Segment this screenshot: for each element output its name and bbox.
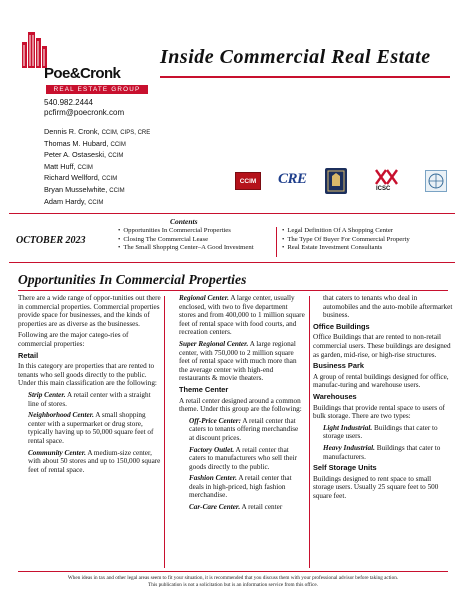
definition-item: Neighborhood Center. A small shopping center with a supermarket or drug store, typically having up to 50,000 square feet of rental space. <box>28 411 154 445</box>
phone-number: 540.982.2444 <box>44 98 93 107</box>
disclaimer-line: When ideas in tax and other legal areas seem to fit your situation, it is recommended that you discuss them with your professional advisor before taking action. <box>67 575 399 581</box>
toc-list-right <box>282 227 410 253</box>
definition-item: Regional Center. A large center, usually enclosed, with two to five department stores and from 400,000 to 1 million square feet of rental space with food courts, and recreation centers. <box>179 294 305 337</box>
column-divider <box>309 296 310 568</box>
agent-item: Richard Wellford, CCIM <box>44 173 118 183</box>
paragraph: A group of rental buildings designed for office, manufac-turing and warehouse users. <box>313 372 449 390</box>
section-heading: Business Park <box>313 361 364 371</box>
section-heading: Self Storage Units <box>313 463 377 473</box>
section-heading: Theme Center <box>179 384 229 394</box>
toc-item[interactable]: • The Small Shopping Center–A Good Investment <box>118 244 254 253</box>
toc-item[interactable]: • Legal Definition Of A Shopping Center <box>282 227 410 236</box>
disclaimer <box>18 575 448 589</box>
agent-item: Adam Hardy, CCIM <box>44 196 104 206</box>
toc-item[interactable]: • The Type Of Buyer For Commercial Property <box>282 236 410 245</box>
paragraph: Buildings designed to rent space to small storage users. Usually 25 square feet to 500 square feet. <box>313 474 439 500</box>
ccim-logo: CCIM <box>235 172 261 190</box>
definition-item: Car-Care Center. A retail center <box>189 503 283 512</box>
title-divider <box>160 76 450 78</box>
definition-item: Off-Price Center: A retail center that caters to tenants offering merchandise at discount prices. <box>189 416 299 442</box>
company-logo <box>20 32 150 102</box>
paragraph: Office Buildings that are rented to non-retail commercial users. These buildings are designed as garden, mid-rise, or high-rise structures. <box>313 333 451 359</box>
issue-date: OCTOBER 2023 <box>16 235 86 246</box>
paragraph: There are a wide range of oppor-tunities out there in commercial properties. Commercial properties provide space for businesses, and the kinds of properties are as diverse as the businesses. <box>18 294 161 328</box>
disclaimer-line: This publication is not a solicitation but is an information service from this office. <box>148 582 318 588</box>
agent-item: Peter A. Ostaseski, CCIM <box>44 150 124 160</box>
agent-item: Dennis R. Cronk, CCIM, CIPS, CRE <box>44 127 151 136</box>
contact-block <box>44 98 124 118</box>
paragraph: that caters to tenants who deal in automobiles and the auto-mobile aftermarket business. <box>323 294 453 320</box>
affiliation-badges <box>235 168 455 194</box>
sior-logo <box>325 168 347 194</box>
article-column-3 <box>313 294 453 503</box>
contents-heading: Contents <box>170 217 198 226</box>
paragraph: Buildings that provide rental space to users of bulk storage. There are two types: <box>313 403 445 421</box>
article-divider <box>18 290 448 291</box>
section-heading: Warehouses <box>313 391 357 401</box>
agent-item: Matt Huff, CCIM <box>44 161 93 171</box>
paragraph: In this category are properties that are rented to tenants who sell goods directly to the public. Under this main classification are the following: <box>18 362 157 388</box>
article-column-1 <box>18 294 161 477</box>
definition-item: Factory Outlet. A retail center that caters to manufacturers who sell their goods directly to the public. <box>189 445 297 471</box>
toc-item[interactable]: • Closing The Commercial Lease <box>118 236 254 245</box>
article-column-2 <box>165 294 305 515</box>
definition-item: Heavy Industrial. Buildings that cater to manufacturers. <box>323 443 441 461</box>
section-heading: Office Buildings <box>313 321 370 331</box>
definition-item: Community Center. A medium-size center, with about 50 stores and up to 150,000 square feet of rental space. <box>28 448 161 474</box>
article-title: Opportunities In Commercial Properties <box>18 272 247 287</box>
toc-divider <box>276 227 277 257</box>
paragraph: A retail center designed around a common theme. Under this group are the following: <box>179 396 302 414</box>
cre-logo: CRE <box>278 171 307 187</box>
definition-item: Super Regional Center. A large regional center, with 750,000 to 2 million square feet of rental space with much more than the average center with high-end restaurants & movie theaters. <box>179 339 297 383</box>
newsletter-title: Inside Commercial Real Estate <box>160 46 431 68</box>
toc-list-left <box>118 227 254 253</box>
brand-name: Poe&Cronk <box>44 65 121 82</box>
brand-tagline: REAL ESTATE GROUP <box>46 85 148 94</box>
paragraph: Following are the major catego-ries of commercial properties: <box>18 331 129 348</box>
section-heading: Retail <box>18 350 39 360</box>
icsc-logo: ICSC <box>372 168 402 194</box>
agent-item: Thomas M. Hubard, CCIM <box>44 138 126 148</box>
definition-item: Strip Center. A retail center with a straight line of stores. <box>28 390 151 408</box>
globe-logo <box>425 170 447 192</box>
skyline-icon <box>20 32 50 68</box>
agent-list <box>44 127 150 208</box>
definition-item: Fashion Center. A retail center that deals in high-priced, high fashion merchandise. <box>189 474 292 500</box>
email-link[interactable]: pcfirm@poecronk.com <box>44 108 125 117</box>
agent-item: Bryan Musselwhite, CCIM <box>44 184 125 194</box>
footer-divider <box>18 571 448 572</box>
toc-item[interactable]: • Real Estate Investment Consultants <box>282 244 410 253</box>
definition-item: Light Industrial. Buildings that cater to storage users. <box>323 423 438 441</box>
toc-item[interactable]: • Opportunities In Commercial Properties <box>118 227 254 236</box>
